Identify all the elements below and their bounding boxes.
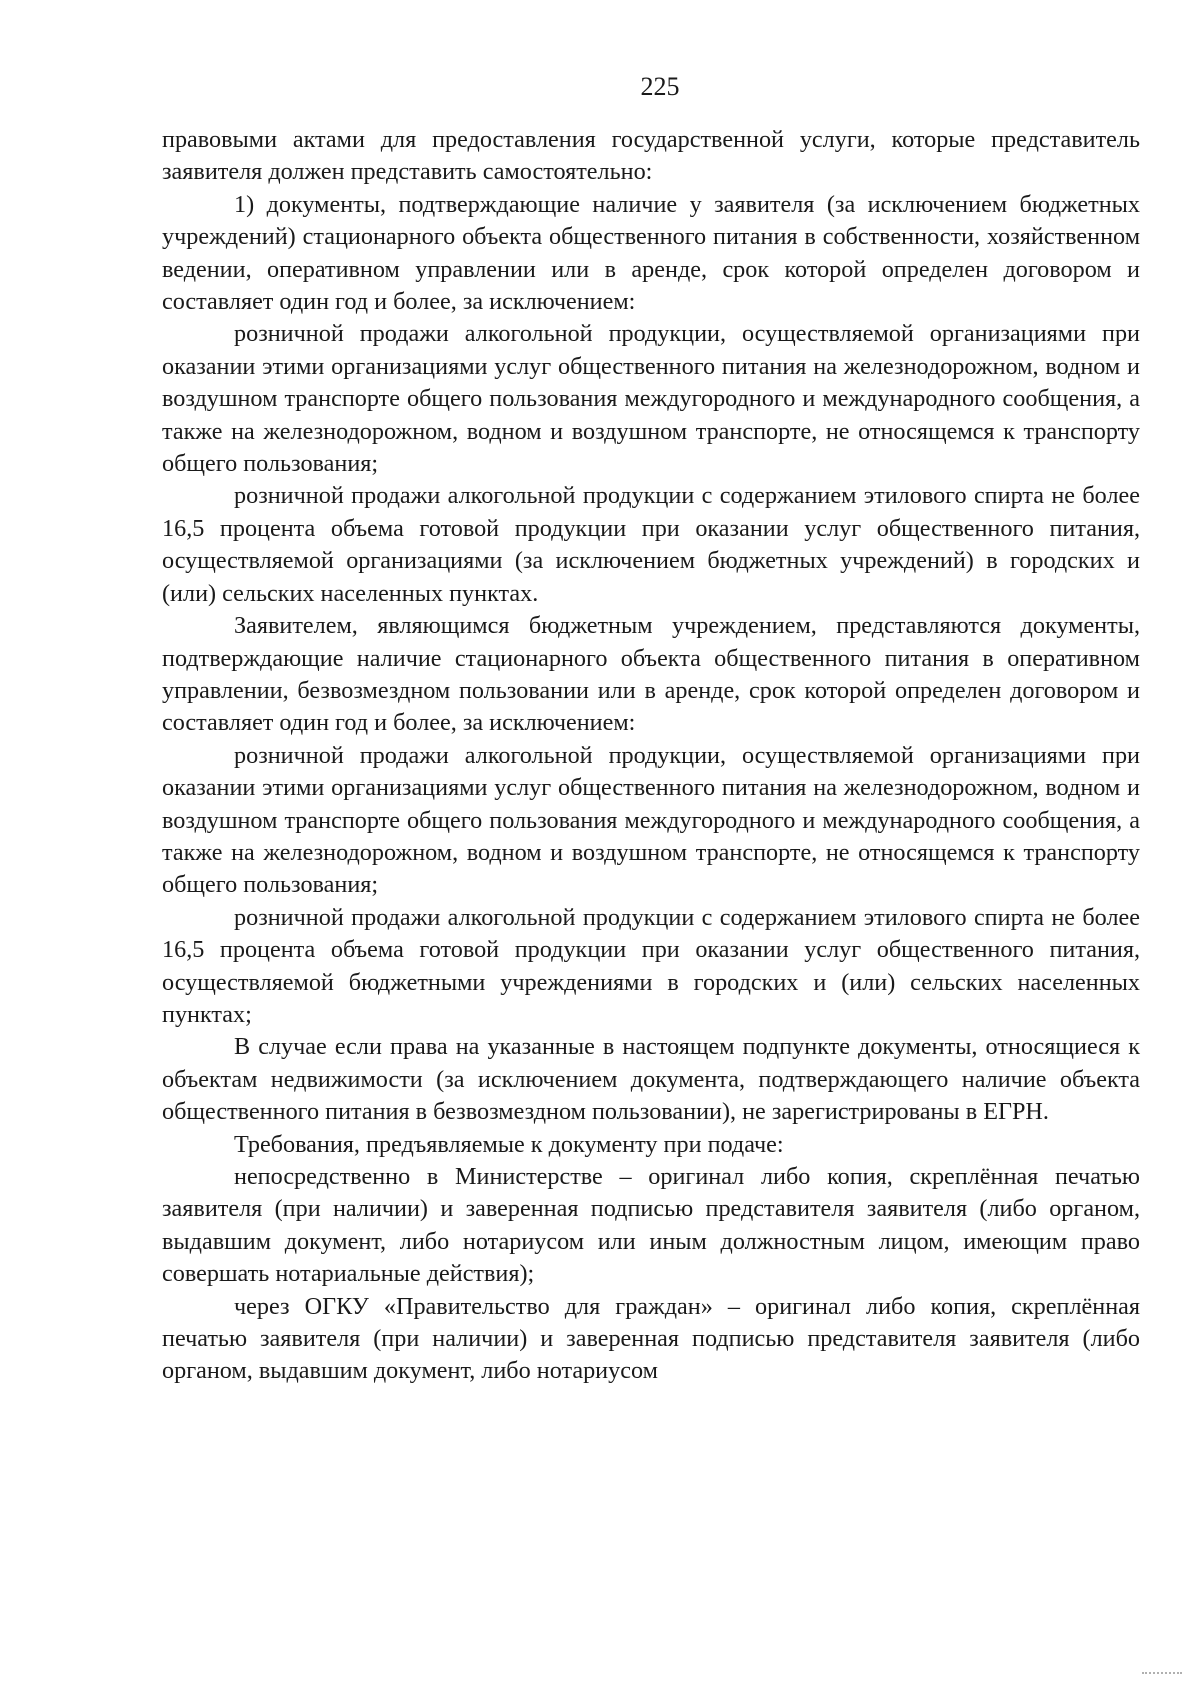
paragraph-item-1: 1) документы, подтверждающие наличие у заявителя (за исключением бюджетных учреждений) стационарного объекта общественного питания в собственности, хозяйственном ведении, оперативном управлении или в аренде, срок которой определен договором и составляет один год и более, за исключением:	[162, 190, 1140, 316]
paragraph-egrn-condition: В случае если права на указанные в настоящем подпункте документы, относящиеся к объектам недвижимости (за исключением документа, подтверждающего наличие объекта общественного питания в безвозмездном пользовании), не зарегистрированы в ЕГРН.	[162, 1033, 1140, 1126]
paragraph-exception-low-alcohol: розничной продажи алкогольной продукции с содержанием этилового спирта не более 16,5 процента объема готовой продукции при оказании услуг общественного питания, осуществляемой организациями (за исключением бюджетных учреждений) в городских и (или) сельских населенных пунктах.	[162, 482, 1140, 607]
paragraph-budget-applicant: Заявителем, являющимся бюджетным учреждением, представляются документы, подтверждающие наличие стационарного объекта общественного питания в оперативном управлении, безвозмездном пользовании или в аренде, срок которой определен договором и составляет один год и более, за исключением:	[162, 612, 1140, 737]
paragraph-ministry-submission: непосредственно в Министерстве – оригинал либо копия, скреплённая печатью заявителя (при наличии) и заверенная подписью представителя заявителя (либо органом, выдавшим документ, либо нотариусом или иным должностным лицом, имеющим право совершать нотариальные действия);	[162, 1163, 1140, 1288]
document-body	[162, 124, 1140, 1388]
paragraph-requirements: Требования, предъявляемые к документу при подаче:	[234, 1130, 784, 1158]
page-number: 225	[640, 72, 680, 101]
paragraph-exception-transport-budget: розничной продажи алкогольной продукции, осуществляемой организациями при оказании этими организациями услуг общественного питания на железнодорожном, водном и воздушном транспорте общего пользования междугородного и международного сообщения, а также на железнодорожном, водном и воздушном транспорте, не относящемся к транспорту общего пользования;	[162, 741, 1140, 899]
paragraph-exception-transport: розничной продажи алкогольной продукции, осуществляемой организациями при оказании этими организациями услуг общественного питания на железнодорожном, водном и воздушном транспорте общего пользования междугородного и международного сообщения, а также на железнодорожном, водном и воздушном транспорте, не относящемся к транспорту общего пользования;	[162, 320, 1140, 478]
scan-artifact	[1142, 1672, 1182, 1676]
paragraph-exception-low-alcohol-budget: розничной продажи алкогольной продукции с содержанием этилового спирта не более 16,5 процента объема готовой продукции при оказании услуг общественного питания, осуществляемой бюджетными учреждениями в городских и (или) сельских населенных пунктах;	[162, 903, 1140, 1028]
paragraph-ogku-submission: через ОГКУ «Правительство для граждан» – оригинал либо копия, скреплённая печатью заявителя (при наличии) и заверенная подписью представителя заявителя (либо органом, выдавшим документ, либо нотариусом	[162, 1292, 1140, 1385]
paragraph-continuation: правовыми актами для предоставления государственной услуги, которые представитель заявителя должен представить самостоятельно:	[162, 126, 1140, 186]
